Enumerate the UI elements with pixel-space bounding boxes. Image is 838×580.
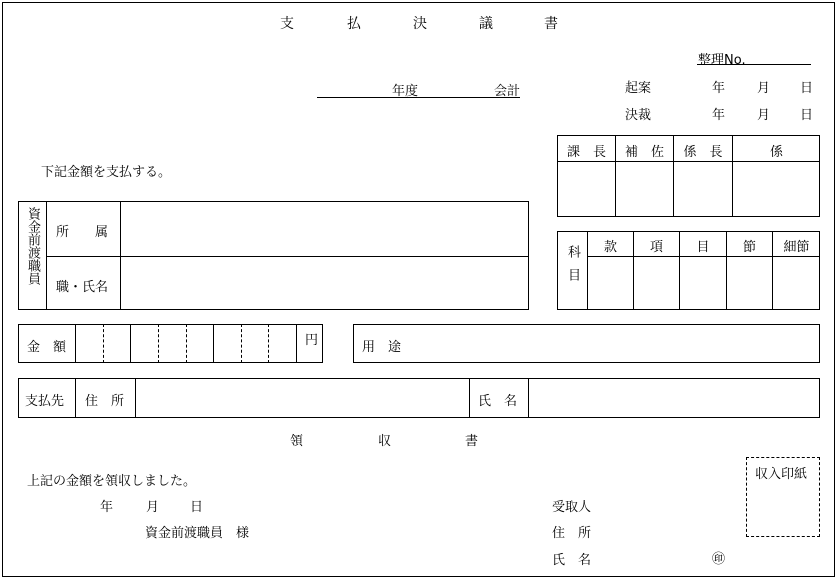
staff-mid-line <box>46 256 529 257</box>
en-label: 円 <box>305 333 319 348</box>
stamp-label: 収入印紙 <box>755 467 808 482</box>
title-char-3: 決 <box>413 16 427 32</box>
receipt-month: 月 <box>146 500 160 515</box>
staff-vertical-label: 資金前渡職員 <box>25 207 40 285</box>
title-char-5: 書 <box>544 16 558 32</box>
amount-dash-1 <box>103 324 104 363</box>
title-char-1: 支 <box>280 16 294 32</box>
payee-box <box>18 378 820 418</box>
payee-shimei-label: 氏 名 <box>478 394 518 409</box>
kian-year: 年 <box>712 81 726 96</box>
kessai-month: 月 <box>757 108 771 123</box>
title-char-4: 議 <box>479 16 493 32</box>
amount-dash-5 <box>268 324 269 363</box>
payment-statement: 下記金額を支払する。 <box>41 165 172 180</box>
seiri-no-line <box>697 64 811 65</box>
receipt-year: 年 <box>100 500 114 515</box>
amount-solid-2 <box>213 324 214 363</box>
kessai-day: 日 <box>800 108 814 123</box>
amount-dash-3 <box>186 324 187 363</box>
kamoku-vertical-label: 科目 <box>565 245 580 291</box>
nendo-label: 年度 <box>392 84 419 99</box>
kian-day: 日 <box>800 81 814 96</box>
receipt-title-char-1: 領 <box>290 434 304 449</box>
approval-header-kakari: 係 <box>769 145 783 160</box>
kamoku-header-kan: 款 <box>603 240 617 255</box>
title-char-2: 払 <box>347 16 361 32</box>
receiver-jusho-label: 住 所 <box>552 526 592 541</box>
shoku-shimei-label: 職・氏名 <box>56 280 109 295</box>
amount-label-div <box>75 324 76 363</box>
approval-header-kakaricho: 係 長 <box>683 145 723 160</box>
kamoku-header-ko: 項 <box>649 240 663 255</box>
amount-dash-2 <box>158 324 159 363</box>
receipt-title-char-2: 収 <box>378 434 392 449</box>
kaikei-label: 会計 <box>494 84 521 99</box>
staff-sama-label: 資金前渡職員 様 <box>145 526 250 541</box>
amount-solid-3 <box>296 324 297 363</box>
receipt-day: 日 <box>190 500 204 515</box>
payee-jusho-label: 住 所 <box>85 394 125 409</box>
uketorinin-label: 受取人 <box>552 500 592 515</box>
amount-dash-4 <box>241 324 242 363</box>
payee-div-3 <box>469 378 470 418</box>
receipt-statement: 上記の金額を領収しました。 <box>27 474 197 489</box>
kamoku-header-saisetsu: 細節 <box>783 240 810 255</box>
shozoku-label: 所 属 <box>56 225 109 240</box>
approval-header-kacho: 課 長 <box>566 145 606 160</box>
approval-header-hosa: 補 佐 <box>624 145 664 160</box>
receiver-shimei-label: 氏 名 <box>552 553 592 568</box>
payee-div-4 <box>528 378 529 418</box>
receipt-title-char-3: 書 <box>465 434 479 449</box>
purpose-box <box>353 324 820 363</box>
kessai-label: 決裁 <box>625 108 652 123</box>
kian-month: 月 <box>757 81 771 96</box>
payee-div-2 <box>135 378 136 418</box>
seal-icon: ㊞ <box>712 552 726 567</box>
kamoku-header-setsu: 節 <box>742 240 756 255</box>
kessai-year: 年 <box>712 108 726 123</box>
payee-div-1 <box>75 378 76 418</box>
kamoku-header-moku: 目 <box>696 240 710 255</box>
kian-label: 起案 <box>625 81 652 96</box>
seiri-no-label: 整理No. <box>698 53 746 68</box>
kamoku-header-line <box>587 256 820 257</box>
amount-solid-1 <box>130 324 131 363</box>
nendo-line <box>317 97 520 98</box>
approval-header-line <box>557 161 820 162</box>
yoto-label: 用 途 <box>362 340 402 355</box>
kingaku-label: 金 額 <box>27 340 67 355</box>
shiharaisaki-label: 支払先 <box>25 394 65 409</box>
